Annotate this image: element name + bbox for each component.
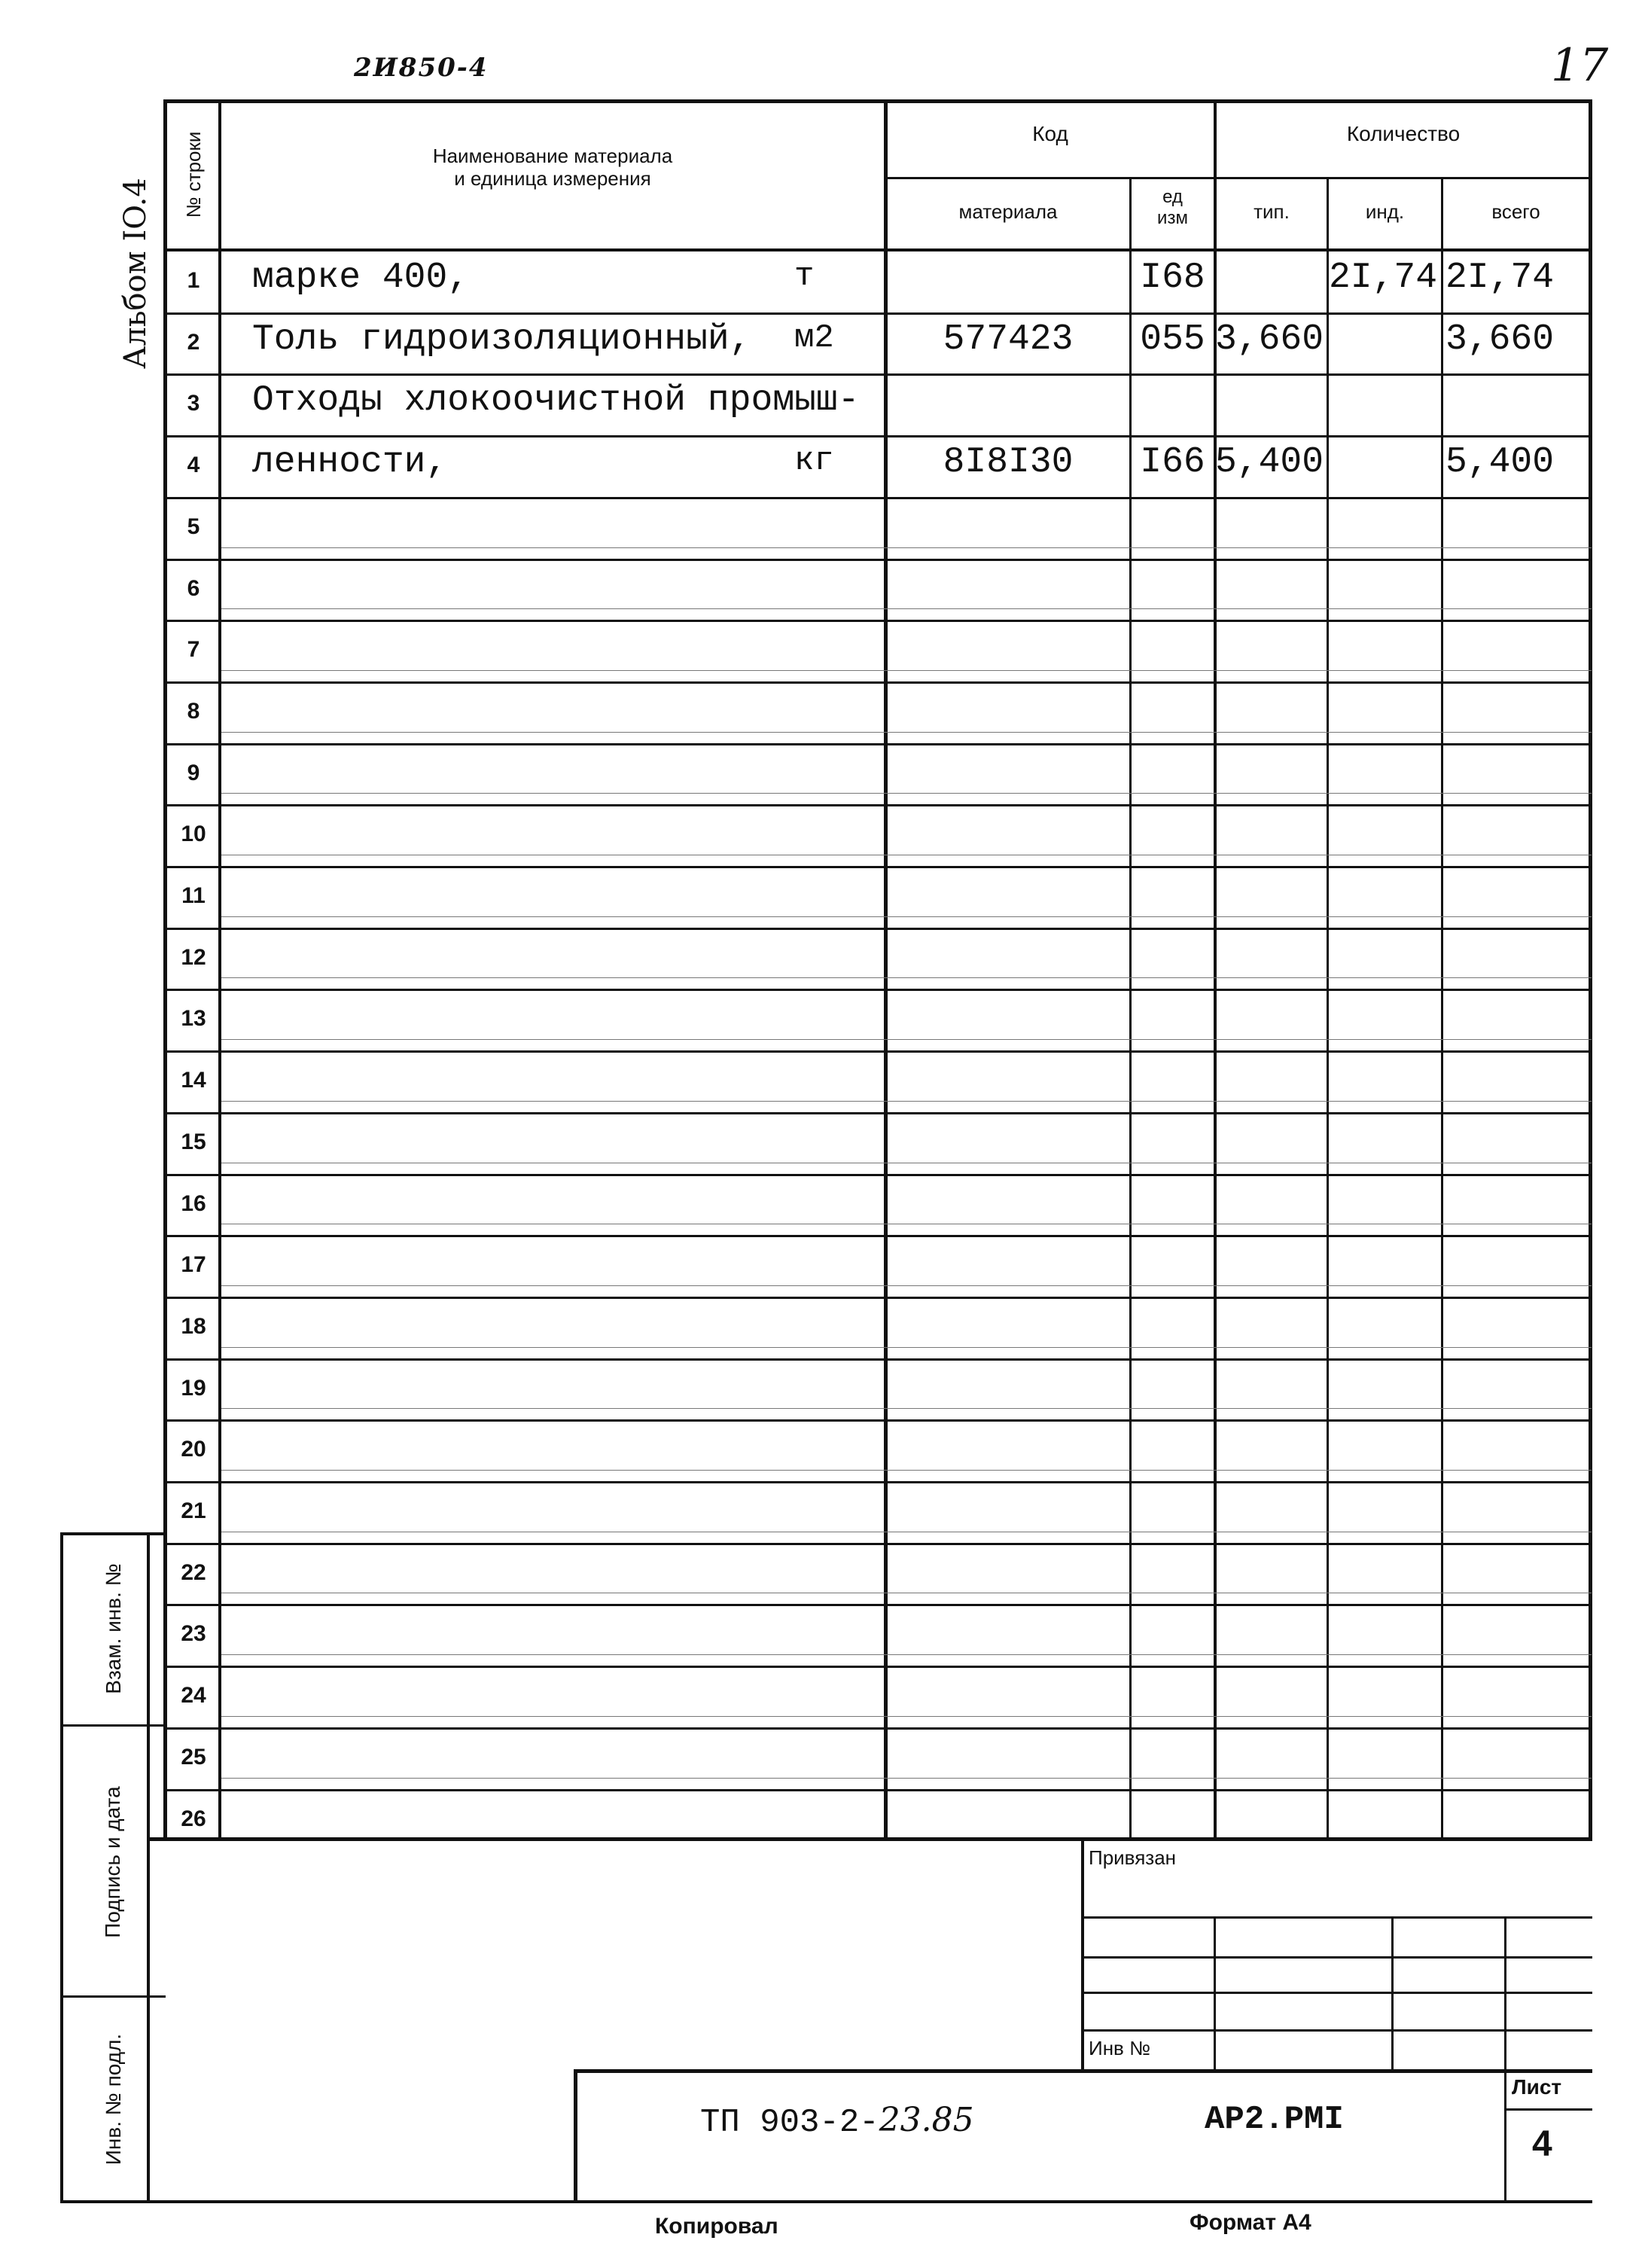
document-mark: АР2.РМI xyxy=(1205,2101,1344,2138)
label-vzam-inv: Взам. инв. № xyxy=(102,1563,125,1694)
row-number: 5 xyxy=(187,514,200,539)
row-number: 12 xyxy=(181,944,206,970)
inv-no-label: Инв № xyxy=(1089,2037,1150,2059)
header-tip: тип. xyxy=(1254,200,1290,223)
row-number: 19 xyxy=(181,1375,206,1401)
cell-ed: 055 xyxy=(1140,319,1205,360)
header-quantity: Количество xyxy=(1346,122,1461,145)
cell-ed: I66 xyxy=(1140,442,1205,483)
cell-unit: м2 xyxy=(794,319,834,357)
cell-name: Отходы хлокоочистной промыш- xyxy=(252,380,860,422)
cell-ind: 2I,74 xyxy=(1329,258,1438,298)
row-number: 21 xyxy=(181,1498,206,1523)
row-number: 16 xyxy=(181,1190,206,1216)
album-title: Альбом IO.4 xyxy=(118,178,153,369)
cell-unit: т xyxy=(794,258,815,295)
row-number: 2 xyxy=(187,329,200,355)
header-row-no: № строки xyxy=(182,131,205,218)
page-number: 17 xyxy=(1551,39,1609,92)
row-number: 6 xyxy=(187,575,200,601)
privyazan-label: Привязан xyxy=(1089,1846,1177,1869)
row-number: 11 xyxy=(181,883,206,908)
row-number: 26 xyxy=(181,1806,206,1831)
row-number: 17 xyxy=(181,1252,206,1278)
cell-name: марке 400, xyxy=(252,258,470,298)
footer-kopiroval: Копировал xyxy=(655,2214,778,2239)
row-number: 18 xyxy=(181,1313,206,1339)
row-number: 22 xyxy=(181,1559,206,1585)
cell-name: ленности, xyxy=(252,442,448,483)
row-number: 24 xyxy=(181,1683,206,1709)
row-number: 15 xyxy=(181,1129,206,1154)
row-number: 9 xyxy=(187,760,200,785)
cell-total: 2I,74 xyxy=(1445,258,1555,298)
cell-code: 577423 xyxy=(943,319,1074,360)
sheet-number: 4 xyxy=(1532,2124,1552,2164)
row-number: 23 xyxy=(181,1621,206,1647)
header-code: Код xyxy=(1032,122,1068,145)
cell-code: 8I8I30 xyxy=(943,442,1074,483)
row-number: 25 xyxy=(181,1744,206,1770)
header-ind: инд. xyxy=(1365,200,1405,223)
row-number: 3 xyxy=(187,391,200,416)
cell-unit: кг xyxy=(794,442,834,480)
row-number: 4 xyxy=(187,453,200,478)
row-number: 1 xyxy=(187,268,200,293)
cell-total: 3,660 xyxy=(1445,319,1555,360)
row-number: 20 xyxy=(181,1437,206,1462)
header-name: Наименование материала и единица измерения xyxy=(432,145,673,190)
cell-tip: 5,400 xyxy=(1215,442,1324,483)
row-number: 8 xyxy=(187,698,200,724)
cell-total: 5,400 xyxy=(1445,442,1555,483)
document-code: ТП 903-2-23.85 xyxy=(700,2101,974,2141)
archive-stamp: 2И850-4 xyxy=(354,53,489,83)
row-number: 13 xyxy=(181,1006,206,1032)
row-number: 7 xyxy=(187,637,200,663)
header-material: материала xyxy=(958,200,1058,223)
cell-tip: 3,660 xyxy=(1215,319,1324,360)
sheet-label: Лист xyxy=(1512,2075,1562,2099)
header-total: всего xyxy=(1491,200,1540,223)
label-podpis-data: Подпись и дата xyxy=(101,1786,124,1938)
cell-ed: I68 xyxy=(1140,258,1205,298)
cell-name: Толь гидроизоляционный, xyxy=(252,319,751,360)
label-inv-podl: Инв. № подл. xyxy=(102,2033,125,2166)
row-number: 10 xyxy=(181,822,206,847)
header-unit: ед изм xyxy=(1157,187,1188,228)
row-number: 14 xyxy=(181,1068,206,1093)
footer-format: Формат А4 xyxy=(1190,2210,1311,2235)
